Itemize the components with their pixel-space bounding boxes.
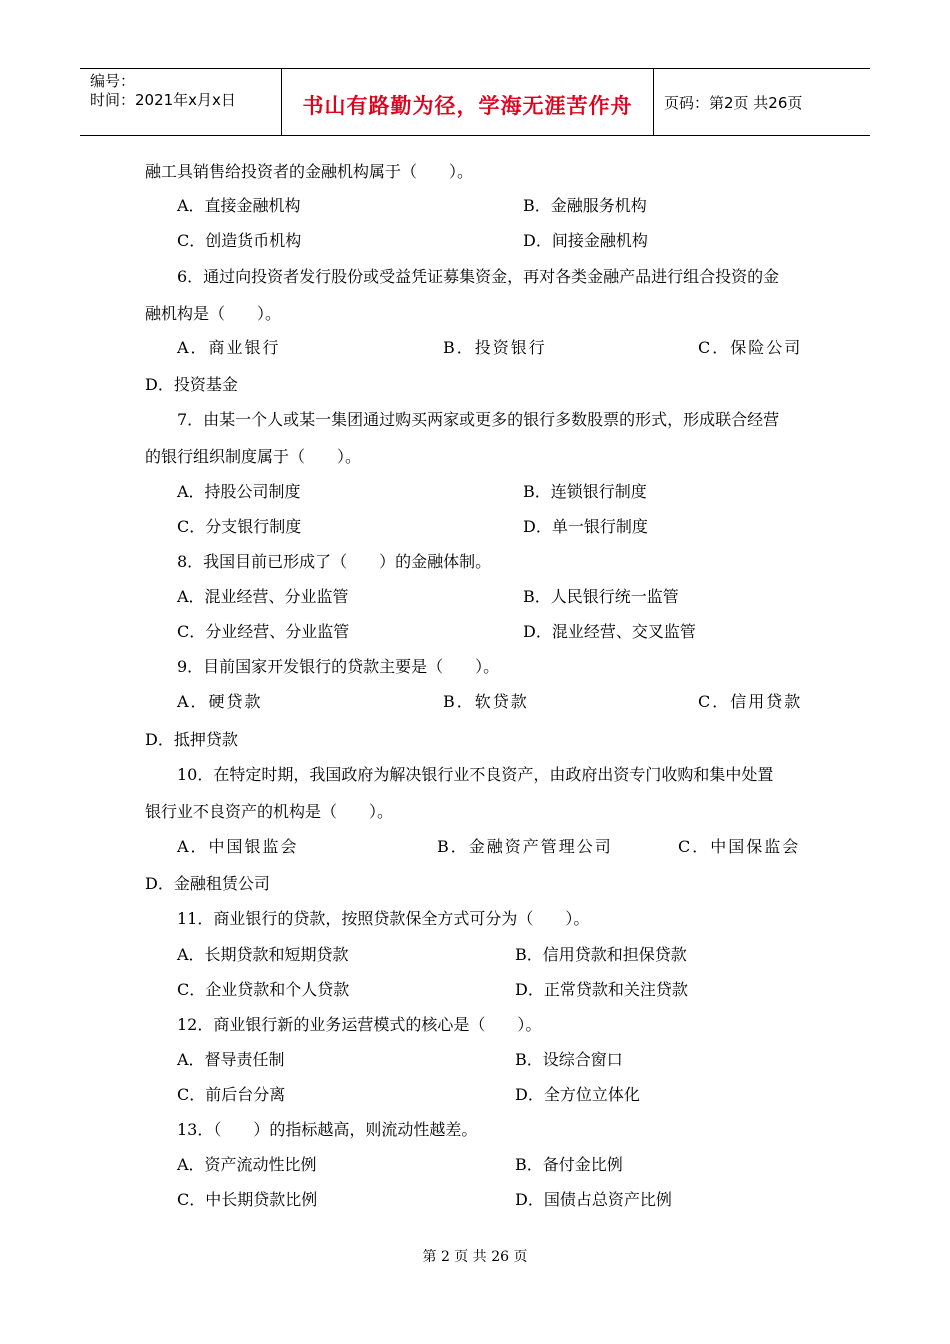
option-line: D．全方位立体化 [515, 1085, 640, 1104]
option-line: D．混业经营、交叉监管 [523, 622, 696, 641]
option-line: A．资产流动性比例 [177, 1155, 317, 1174]
header-center-cell [282, 69, 654, 135]
option-line: A．商业银行 [177, 338, 281, 357]
option-line: B．金融资产管理公司 [437, 837, 613, 856]
text-line: 融机构是（ ）。 [145, 304, 282, 323]
question-line: 8．我国目前已形成了（ ）的金融体制。 [177, 552, 492, 571]
option-line: C．保险公司 [698, 338, 803, 357]
option-line: A．硬贷款 [177, 692, 263, 711]
question-line: 13．（ ）的指标越高，则流动性越差。 [177, 1120, 478, 1139]
option-line: B．投资银行 [443, 338, 547, 357]
option-line: B．软贷款 [443, 692, 529, 711]
option-line: A．持股公司制度 [177, 482, 301, 501]
option-line: B．信用贷款和担保贷款 [515, 945, 687, 964]
text-line: 融工具销售给投资者的金融机构属于（ ）。 [145, 162, 474, 181]
question-line: 12．商业银行新的业务运营模式的核心是（ ）。 [177, 1015, 542, 1034]
option-line: C．分业经营、分业监管 [177, 622, 350, 641]
motto: 书山有路勤为径，学海无涯苦作舟 [302, 94, 633, 118]
option-line: A．中国银监会 [177, 837, 299, 856]
option-line: C．信用贷款 [698, 692, 803, 711]
text-line: 的银行组织制度属于（ ）。 [145, 447, 362, 466]
question-line: 11．商业银行的贷款，按照贷款保全方式可分为（ ）。 [177, 909, 590, 928]
header-left-cell [80, 69, 282, 135]
page-footer: 第 2 页 共 26 页 [422, 1249, 528, 1265]
question-line: 10．在特定时期，我国政府为解决银行业不良资产，由政府出资专门收购和集中处置 [177, 765, 774, 784]
question-line: 7．由某一个人或某一集团通过购买两家或更多的银行多数股票的形式，形成联合经营 [177, 410, 780, 429]
option-line: D．国债占总资产比例 [515, 1190, 672, 1209]
option-line: B．连锁银行制度 [523, 482, 647, 501]
header-right-cell [654, 69, 870, 135]
date-label: 时间：2021年x月x日 [90, 91, 236, 109]
option-line: A．长期贷款和短期贷款 [177, 945, 349, 964]
page-info: 页码：第2页 共26页 [664, 94, 803, 112]
option-line: C．创造货币机构 [177, 231, 302, 250]
option-line: D．金融租赁公司 [145, 874, 270, 893]
option-line: D．间接金融机构 [523, 231, 648, 250]
question-line: 9．目前国家开发银行的贷款主要是（ ）。 [177, 657, 500, 676]
option-line: B．金融服务机构 [523, 196, 647, 215]
option-line: C．分支银行制度 [177, 517, 302, 536]
question-line: 6．通过向投资者发行股份或受益凭证募集资金，再对各类金融产品进行组合投资的金 [177, 267, 780, 286]
option-line: D．正常贷款和关注贷款 [515, 980, 688, 999]
option-line: B．设综合窗口 [515, 1050, 623, 1069]
option-line: D．投资基金 [145, 375, 238, 394]
option-line: B．人民银行统一监管 [523, 587, 679, 606]
option-line: C．中长期贷款比例 [177, 1190, 318, 1209]
text-line: 银行业不良资产的机构是（ ）。 [145, 802, 394, 821]
option-line: A．混业经营、分业监管 [177, 587, 349, 606]
option-line: C．前后台分离 [177, 1085, 286, 1104]
option-line: A．直接金融机构 [177, 196, 301, 215]
number-label: 编号： [90, 72, 136, 90]
option-line: C．中国保监会 [678, 837, 801, 856]
page-header [80, 68, 870, 136]
option-line: D．单一银行制度 [523, 517, 648, 536]
option-line: A．督导责任制 [177, 1050, 285, 1069]
option-line: D．抵押贷款 [145, 730, 238, 749]
option-line: C．企业贷款和个人贷款 [177, 980, 350, 999]
option-line: B．备付金比例 [515, 1155, 623, 1174]
